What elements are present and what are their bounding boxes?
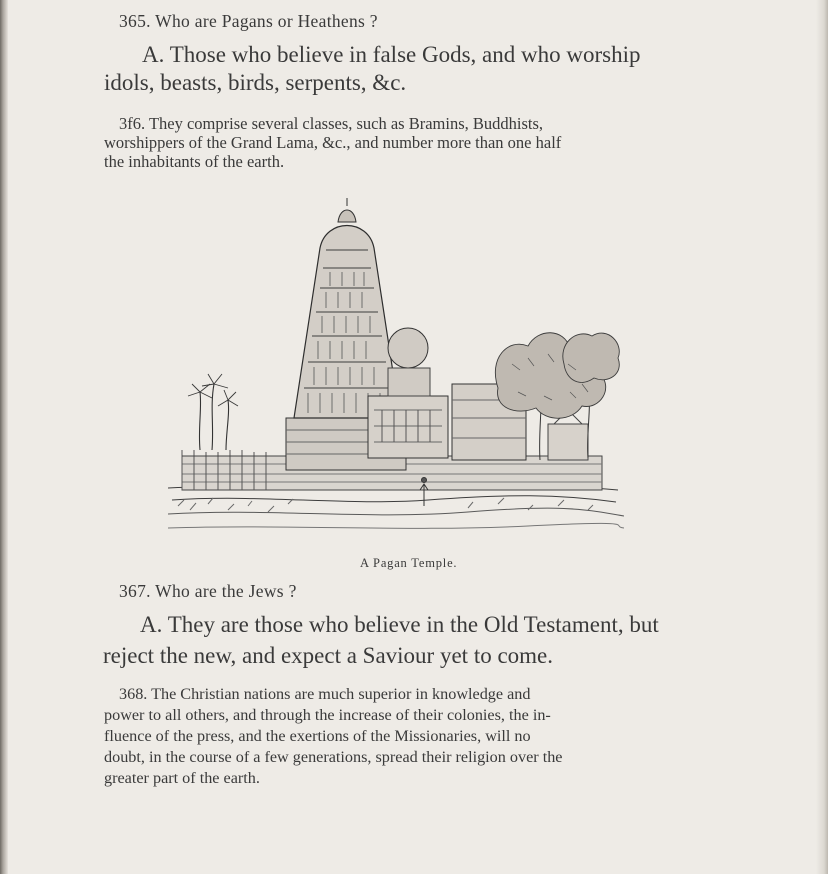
answer-367-line2: reject the new, and expect a Saviour yet to come. <box>103 643 554 668</box>
paragraph-366-line3: the inhabitants of the earth. <box>104 152 285 171</box>
paragraph-368-line2: power to all others, and through the increase of their colonies, the in- <box>104 706 551 724</box>
page-edge-right <box>816 0 828 874</box>
page-edge-left <box>0 0 8 874</box>
figure-caption: A Pagan Temple. <box>360 556 458 570</box>
answer-367-line1: A. They are those who believe in the Old Testament, but <box>140 612 659 637</box>
paragraph-366-line1: 3f6. They comprise several classes, such as Bramins, Buddhists, <box>119 114 544 133</box>
paragraph-368-line4: doubt, in the course of a few generations, spread their religion over the <box>104 748 563 766</box>
paragraph-366-line2: worshippers of the Grand Lama, &c., and number more than one half <box>104 133 562 152</box>
paragraph-368-line3: fluence of the press, and the exertions of the Missionaries, will no <box>104 727 531 745</box>
question-367: 367. Who are the Jews ? <box>119 581 297 601</box>
question-365: 365. Who are Pagans or Heathens ? <box>119 11 378 31</box>
answer-365-line2: idols, beasts, birds, serpents, &c. <box>104 70 407 95</box>
temple-engraving-icon <box>168 188 624 550</box>
answer-365-line1: A. Those who believe in false Gods, and who worship <box>142 42 641 67</box>
paragraph-368-line1: 368. The Christian nations are much superior in knowledge and <box>119 685 531 703</box>
paragraph-368-line5: greater part of the earth. <box>104 769 260 787</box>
